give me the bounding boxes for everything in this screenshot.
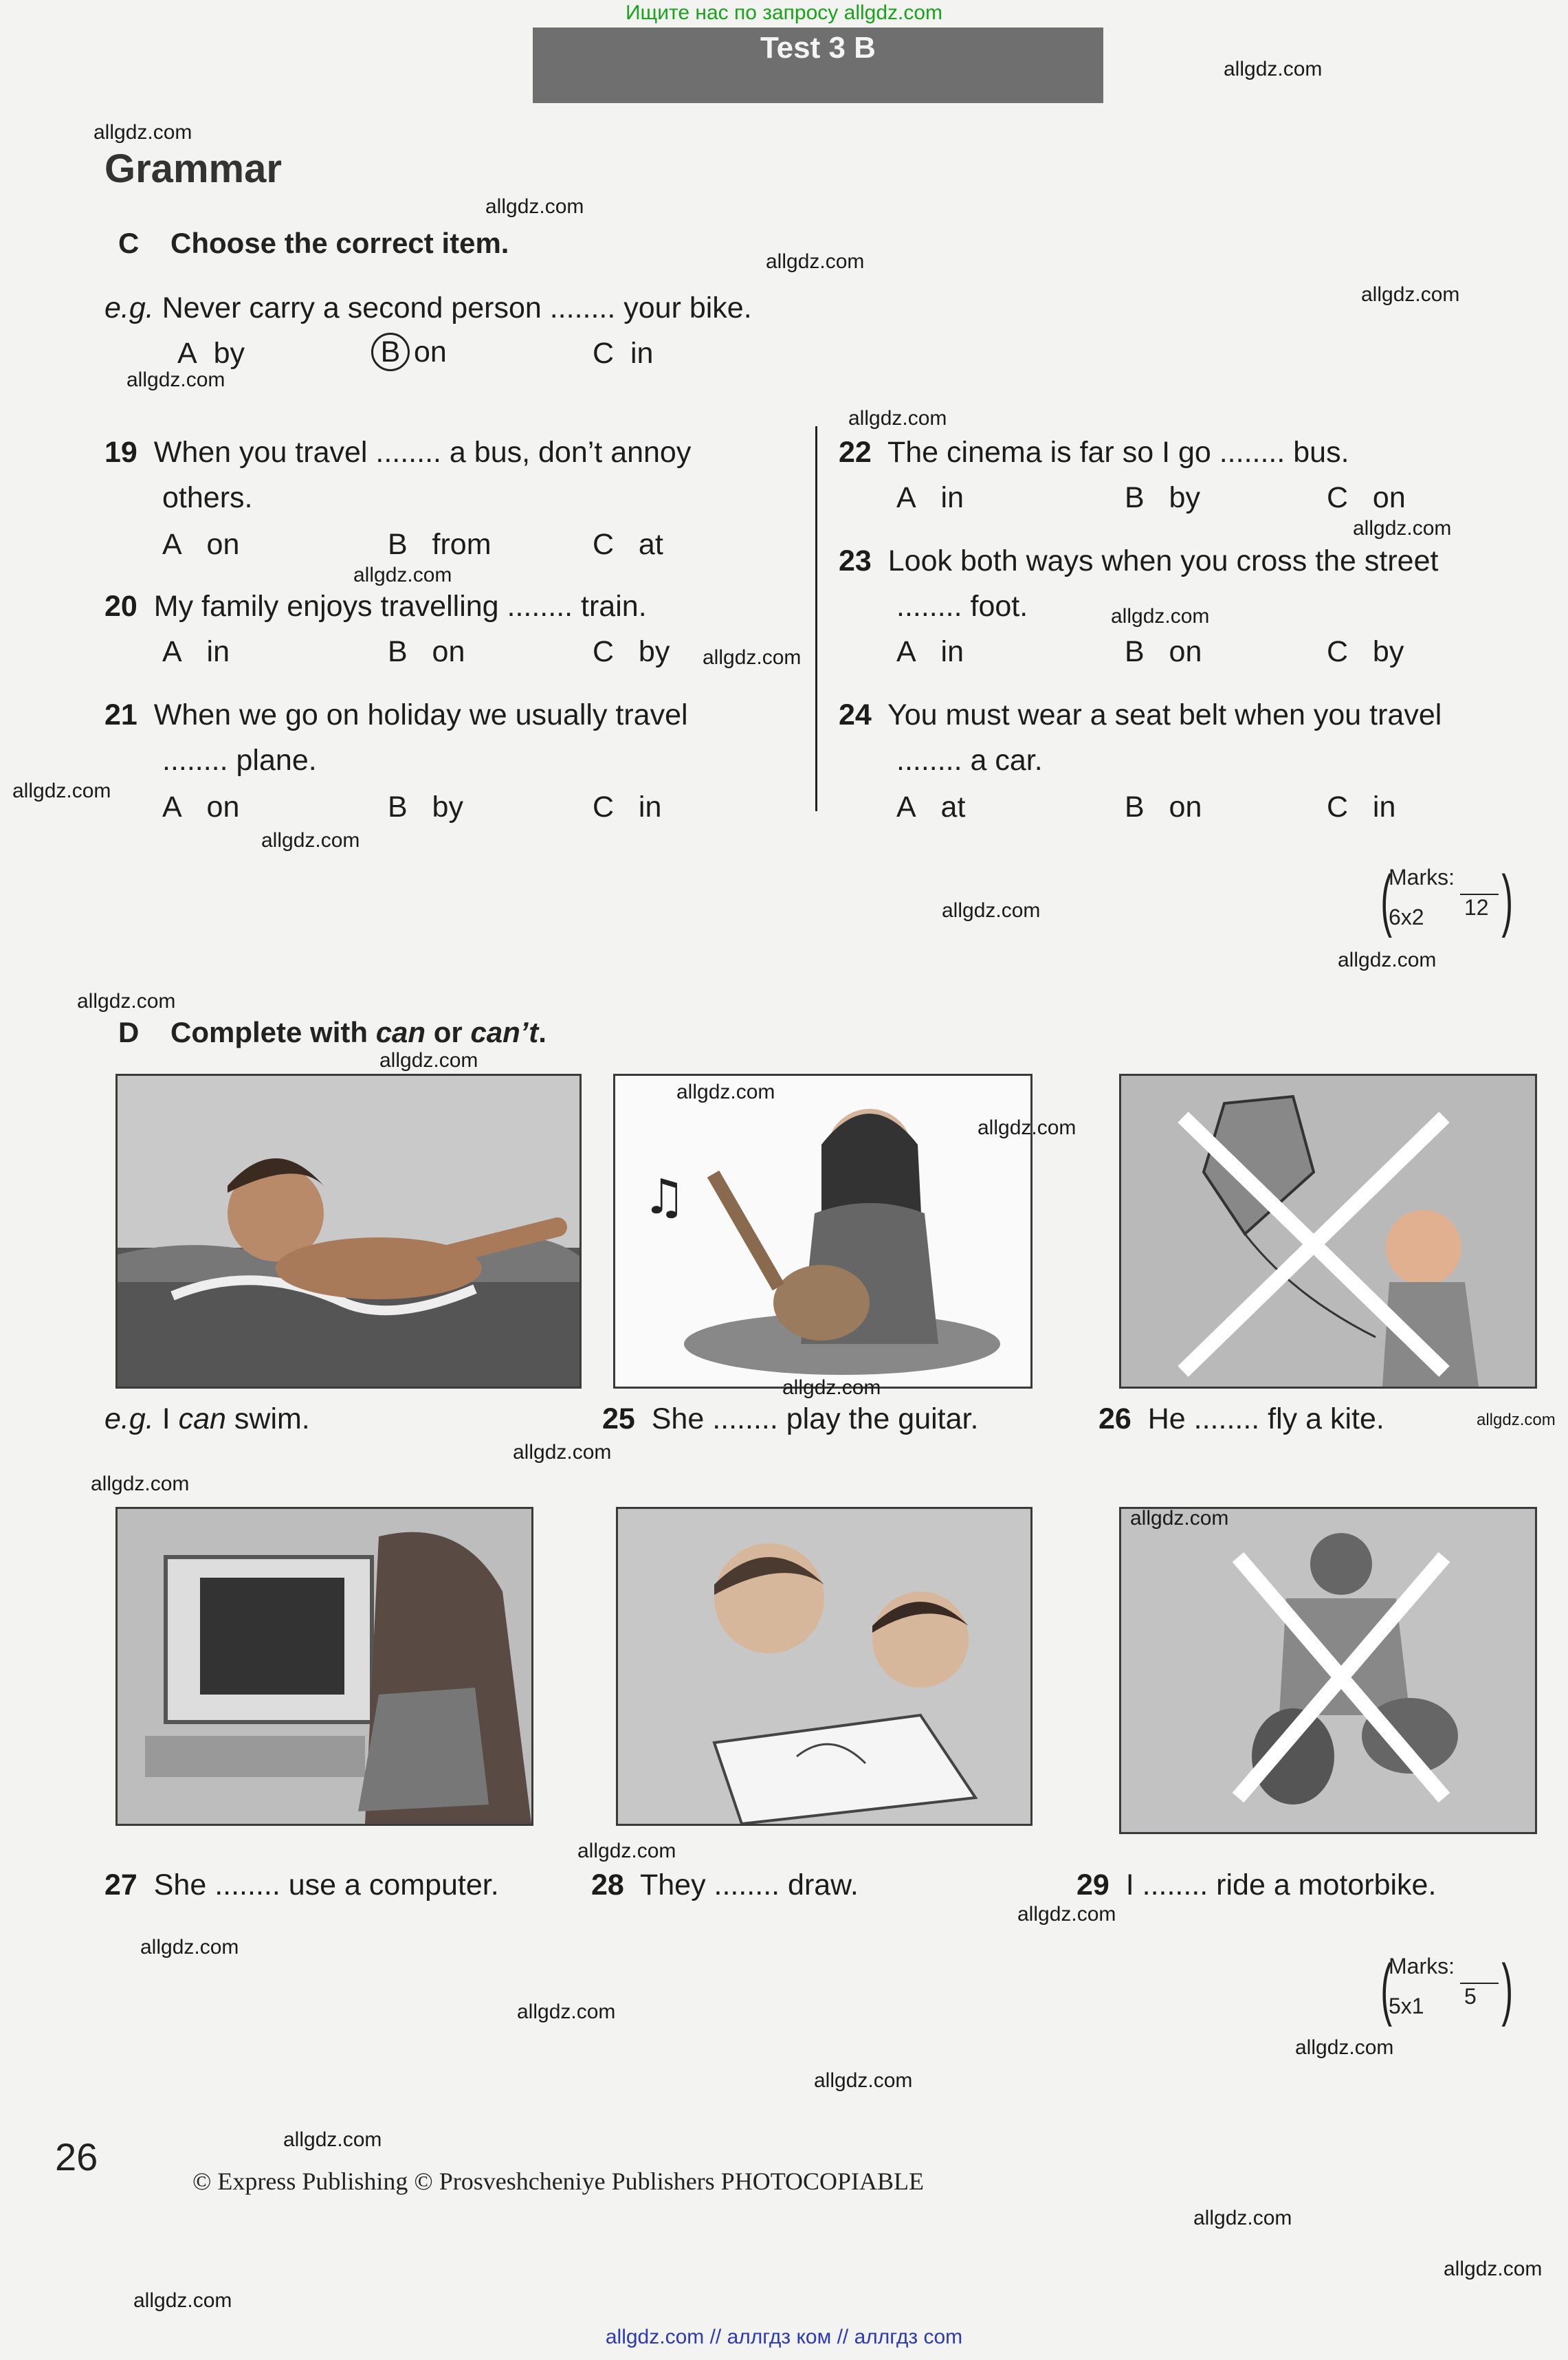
picture-swimming-boy <box>115 1074 582 1389</box>
picture-girl-guitar <box>613 1074 1033 1389</box>
section-c-instruction: Choose the correct item. <box>170 227 509 259</box>
q24-option-c[interactable]: C in <box>1327 791 1396 824</box>
watermark: allgdz.com <box>814 2069 913 2092</box>
example-option-b: B on <box>371 333 447 371</box>
question-23: 23 Look both ways when you cross the street <box>839 544 1439 577</box>
q19-option-a[interactable]: A on <box>162 528 240 561</box>
q19-option-c[interactable]: C at <box>593 528 663 561</box>
section-c-letter: C <box>118 227 140 259</box>
watermark: allgdz.com <box>1111 605 1210 628</box>
question-21: 21 When we go on holiday we usually travel <box>104 698 688 731</box>
question-22: 22 The cinema is far so I go ........ bus. <box>839 436 1349 469</box>
watermark: allgdz.com <box>1477 1411 1556 1429</box>
q19-option-b[interactable]: B from <box>388 528 492 561</box>
watermark: allgdz.com <box>93 121 192 144</box>
question-20: 20 My family enjoys travelling ........ train. <box>104 590 647 623</box>
q22-option-b[interactable]: B by <box>1125 481 1200 514</box>
watermark: allgdz.com <box>353 564 452 586</box>
example-prefix: e.g. <box>104 291 154 324</box>
q24-option-a[interactable]: A at <box>896 791 966 824</box>
example-option-c: C in <box>593 337 654 370</box>
watermark: allgdz.com <box>513 1441 612 1464</box>
footer-note[interactable]: allgdz.com // аллгдз ком // аллгдз com <box>605 2326 963 2348</box>
watermark: allgdz.com <box>1224 58 1323 80</box>
svg-text:♫: ♫ <box>643 1169 686 1225</box>
watermark: allgdz.com <box>133 2289 232 2312</box>
page-number: 26 <box>55 2135 98 2179</box>
header-note[interactable]: Ищите нас по запросу allgdz.com <box>625 1 943 24</box>
watermark: allgdz.com <box>1338 949 1437 971</box>
watermark: allgdz.com <box>12 780 111 802</box>
question-21-line2: ........ plane. <box>162 744 317 777</box>
q23-option-b[interactable]: B on <box>1125 635 1202 668</box>
watermark: allgdz.com <box>942 899 1041 922</box>
watermark: allgdz.com <box>577 1840 676 1862</box>
question-24: 24 You must wear a seat belt when you travel <box>839 698 1442 731</box>
watermark: allgdz.com <box>782 1376 881 1399</box>
item-25: 25 She ........ play the guitar. <box>602 1402 979 1435</box>
example-can-swim: e.g. I can swim. <box>104 1402 310 1435</box>
section-c-heading <box>118 227 509 260</box>
question-19-line2: others. <box>162 481 253 514</box>
watermark: allgdz.com <box>517 2000 616 2023</box>
example-sentence <box>104 291 752 325</box>
watermark: allgdz.com <box>676 1081 775 1103</box>
watermark: allgdz.com <box>1193 2207 1292 2229</box>
marks-box-c: ( Marks: 12 6x2 ) <box>1380 861 1513 938</box>
q21-option-b[interactable]: B by <box>388 791 463 824</box>
q20-option-a[interactable]: A in <box>162 635 230 668</box>
question-23-line2: ........ foot. <box>896 590 1028 623</box>
picture-girl-computer <box>115 1507 533 1826</box>
item-28: 28 They ........ draw. <box>591 1868 859 1901</box>
q22-option-a[interactable]: A in <box>896 481 964 514</box>
column-divider <box>815 426 817 811</box>
watermark: allgdz.com <box>1295 2036 1394 2059</box>
watermark: allgdz.com <box>140 1936 239 1959</box>
watermark: allgdz.com <box>978 1116 1076 1139</box>
marks-box-d: ( Marks: 5 5x1 ) <box>1380 1950 1513 2027</box>
watermark: allgdz.com <box>1130 1507 1229 1530</box>
q21-option-c[interactable]: C in <box>593 791 662 824</box>
marks-calc: 6x2 <box>1389 905 1424 929</box>
q20-option-b[interactable]: B on <box>388 635 465 668</box>
test-title: Test 3 B <box>760 31 876 65</box>
copyright-line: © Express Publishing © Prosveshcheniye Publishers PHOTOCOPIABLE <box>192 2168 925 2195</box>
item-29: 29 I ........ ride a motorbike. <box>1076 1868 1437 1901</box>
q23-option-a[interactable]: A in <box>896 635 964 668</box>
section-title: Grammar <box>104 146 282 191</box>
q21-option-a[interactable]: A on <box>162 791 240 824</box>
item-27: 27 She ........ use a computer. <box>104 1868 499 1901</box>
watermark: allgdz.com <box>379 1049 478 1072</box>
marks-total: 12 <box>1464 895 1489 920</box>
example-option-a: A by <box>177 337 245 370</box>
question-19: 19 When you travel ........ a bus, don’t annoy <box>104 436 692 469</box>
watermark: allgdz.com <box>91 1473 190 1495</box>
watermark: allgdz.com <box>1361 283 1460 306</box>
q23-option-c[interactable]: C by <box>1327 635 1404 668</box>
watermark: allgdz.com <box>283 2128 382 2151</box>
q24-option-b[interactable]: B on <box>1125 791 1202 824</box>
item-26: 26 He ........ fly a kite. <box>1098 1402 1384 1435</box>
q20-option-c[interactable]: C by <box>593 635 670 668</box>
watermark: allgdz.com <box>703 646 802 669</box>
q22-option-c[interactable]: C on <box>1327 481 1406 514</box>
watermark: allgdz.com <box>848 407 947 430</box>
watermark: allgdz.com <box>261 829 360 852</box>
picture-kite-crossed <box>1119 1074 1537 1389</box>
selected-answer-circle: B <box>371 333 410 371</box>
watermark: allgdz.com <box>77 990 176 1013</box>
watermark: allgdz.com <box>126 368 225 391</box>
test-title-bar <box>533 27 1103 103</box>
watermark: allgdz.com <box>766 250 865 273</box>
picture-motorbike-crossed <box>1119 1507 1537 1834</box>
watermark: allgdz.com <box>1353 517 1452 540</box>
question-24-line2: ........ a car. <box>896 744 1043 777</box>
watermark: allgdz.com <box>485 195 584 218</box>
section-d-heading: D Complete with can or can’t. <box>118 1016 546 1048</box>
marks-label: Marks: <box>1389 865 1455 890</box>
example-text: Never carry a second person ........ your bike. <box>162 291 752 324</box>
watermark: allgdz.com <box>1017 1903 1116 1926</box>
picture-children-drawing <box>616 1507 1033 1826</box>
watermark: allgdz.com <box>1444 2258 1543 2280</box>
section-d-letter: D <box>118 1016 140 1048</box>
